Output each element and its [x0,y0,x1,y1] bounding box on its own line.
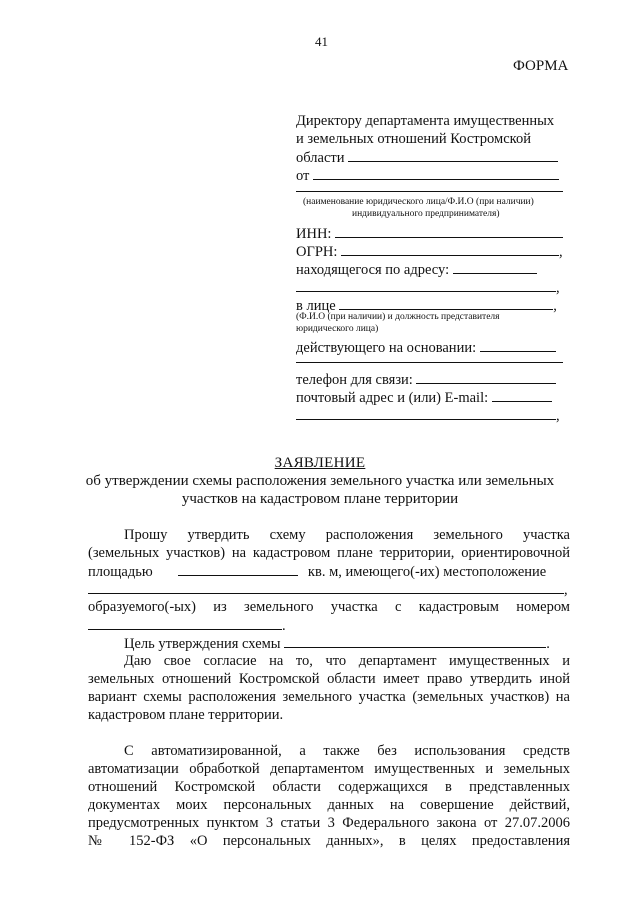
phone-row [296,370,556,389]
basis-row [296,338,556,357]
p3-line-3: отношений Костромской области содержащихся в представленных [88,779,570,795]
email-field-2[interactable] [296,406,556,420]
addressee-line-2: и земельных отношений Костромской [296,131,531,147]
applicant-name-field[interactable] [296,191,563,192]
region-field[interactable] [348,148,558,162]
rep-hint: (Ф.И.О (при наличии) и должность представителя [296,312,500,322]
email-field[interactable] [492,388,552,402]
p3-line-5: предусмотренных пунктом 3 статьи 3 Федерального закона от 27.07.2006 [88,815,570,831]
p1-line-5: образуемого(-ых) из земельного участка с кадастровым номером [88,599,570,615]
address-field-2[interactable] [296,278,556,292]
p3-line-2: автоматизации обработкой департаментом имущественных и земельных [88,761,570,777]
represented-row: в лице , [296,298,557,314]
purpose-field[interactable] [284,634,546,648]
ogrn-label: ОГРН: [296,244,338,260]
email-row [296,388,552,407]
from-field[interactable] [313,166,559,180]
p1-line-3 [88,562,570,582]
p2-line-3: вариант схемы расположения земельного участка (земельных участков) на [88,689,570,705]
p1-line-4: , [88,580,570,600]
email-row-2: , [296,406,560,425]
inn-row [296,224,563,243]
p1-line-1: Прошу утвердить схему расположения земельного участка [124,527,570,543]
org-hint: (наименование юридического лица/Ф.И.О (при наличии) [303,197,534,207]
region-label: области [296,150,345,166]
document-title: ЗАЯВЛЕНИЕ [274,455,366,471]
p1-line-6: . [88,616,570,636]
inn-label: ИНН: [296,226,332,242]
represented-field[interactable] [339,296,553,310]
address-field[interactable] [453,260,537,274]
basis-label: действующего на основании: [296,340,477,356]
p3-line-6: № 152-ФЗ «О персональных данных», в целях предоставления [88,833,570,849]
area-field[interactable] [178,562,298,576]
p2-line-4: кадастровом плане территории. [88,707,284,723]
email-label: почтовый адрес и (или) E-mail: [296,390,489,406]
p3-line-1: С автоматизированной, а также без использования средств [124,743,570,759]
basis-field-2[interactable] [296,362,563,363]
location-field[interactable] [88,580,564,594]
addressee-line-3 [296,148,558,167]
ogrn-field[interactable] [341,242,559,256]
address-row [296,260,537,279]
address-label: находящегося по адресу: [296,262,450,278]
phone-field[interactable] [416,370,556,384]
document-subtitle-2: участков на кадастровом плане территории [181,491,459,507]
phone-label: телефон для связи: [296,372,413,388]
basis-field[interactable] [480,338,556,352]
org-hint-2: индивидуального предпринимателя) [352,209,500,219]
rep-hint-2: юридического лица) [296,324,379,334]
document-subtitle-1: об утверждении схемы расположения земельного участка или земельных [85,473,555,489]
ogrn-row: ОГРН: , [296,244,563,260]
area-label: площадью [88,564,153,580]
p3-line-4: документах моих персональных данных на совершение действий, [88,797,570,813]
inn-field[interactable] [335,224,563,238]
purpose-row: Цель утверждения схемы . [124,636,550,652]
location-label: кв. м, имеющего(-их) местоположение [307,564,547,580]
address-row-2: , [296,278,560,297]
p2-line-1: Даю свое согласие на то, что департамент имущественных и [124,653,570,669]
page-number: 41 [315,34,328,49]
addressee-line-1: Директору департамента имущественных [296,113,555,129]
p2-line-2: земельных отношений Костромской области имеет право утвердить иной [88,671,570,687]
purpose-label: Цель утверждения схемы [124,636,281,652]
p1-line-2: (земельных участков) на кадастровом плане территории, ориентировочной [88,545,570,561]
form-label: ФОРМА [513,58,569,74]
from-label: от [296,168,310,184]
from-row [296,166,559,185]
represented-label: в лице [296,298,336,314]
cadastral-number-field[interactable] [88,616,282,630]
